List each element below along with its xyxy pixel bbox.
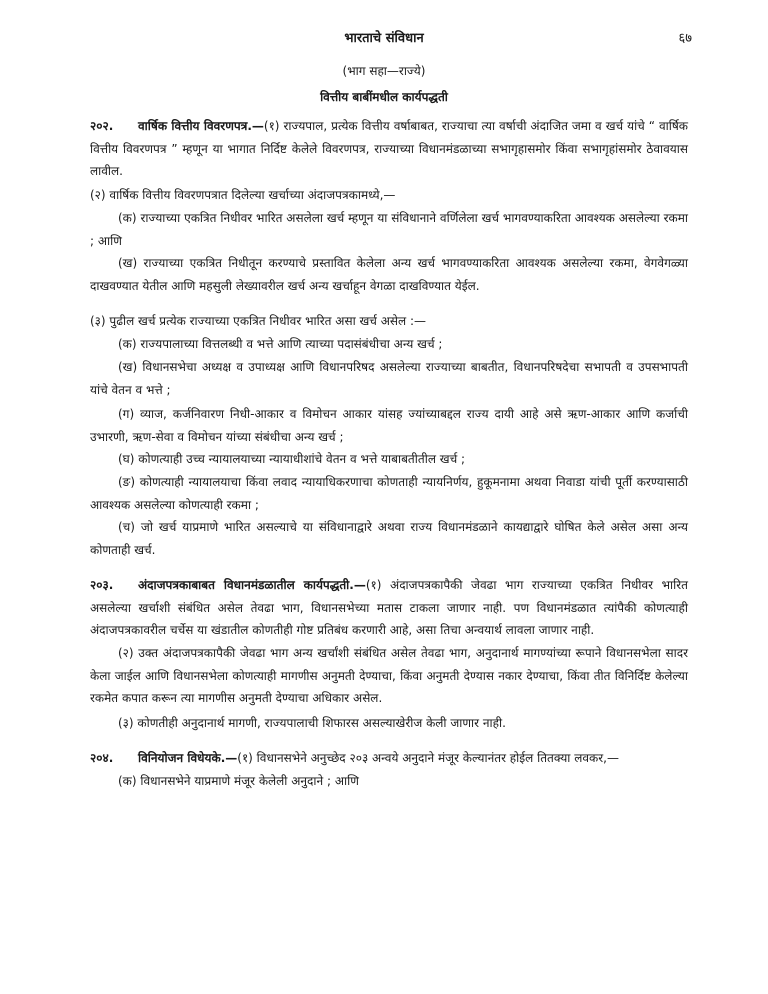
article-number: २०३. (90, 578, 114, 592)
article-heading: अंदाजपत्रकाबाबत विधानमंडळातील कार्यपद्धती.— (138, 578, 366, 592)
article-202-para-3-nga: (ङ) कोणत्याही न्यायालयाचा किंवा लवाद न्यायाधिकरणाचा कोणताही न्यायनिर्णय, हुकूमनामा अथवा निवाडा यांची पूर्ती करण्यासाठी आवश्यक असलेल्या कोणत्याही रकमा ; (90, 475, 688, 512)
part-label: (भाग सहा—राज्ये) (342, 64, 426, 78)
article-202-para-3-gha: (घ) कोणत्याही उच्च न्यायालयाच्या न्यायाधीशांचे वेतन व भत्ते याबाबतीतील खर्च ; (118, 452, 466, 466)
article-text: (१) अंदाजपत्रकापैकी जेवढा भाग राज्याच्या एकत्रित निधीवर भारित असलेल्या खर्चाशी संबंधित असेल तेवढा भाग, विधानसभेच्या मतास टाकला जाणार नाही. पण विधानमंडळात त्यांपैकी कोणत्याही अंदाजपत्रकावरील चर्चेस या खंडातील कोणतीही गोष्ट प्रतिबंध करणारी आहे, असा तिचा अन्वयार्थ लावला जाणार नाही. (90, 578, 689, 637)
article-202-para-2-kha: (ख) राज्याच्या एकत्रित निधीतून करण्याचे प्रस्तावित केलेला अन्य खर्च भागवण्याकरिता आवश्यक असलेल्या रकमा, वेगवेगळ्या दाखवण्यात येतील आणि महसुली लेख्यावरील खर्च अन्य खर्चाहून वेगळा दाखविण्यात येईल. (90, 256, 688, 293)
article-heading: विनियोजन विधेयके.— (138, 751, 238, 765)
article-203-para-1 (90, 574, 688, 642)
article-204-para-1 (90, 747, 688, 770)
article-202-para-3-ga: (ग) व्याज, कर्जनिवारण निधी-आकार व विमोचन आकार यांसह ज्यांच्याबद्दल राज्य दायी आहे असे ऋण-आकार आणि कर्जाची उभारणी, ऋण-सेवा व विमोचन यांच्या संबंधीचा अन्य खर्च ; (90, 407, 688, 444)
article-202-para-3-cha: (च) जो खर्च याप्रमाणे भारित असल्याचे या संविधानाद्वारे अथवा राज्य विधानमंडळाने कायद्याद्वारे घोषित केले असेल असा अन्य कोणताही खर्च. (90, 520, 688, 557)
article-202-para-2-intro: (२) वार्षिक वित्तीय विवरणपत्रात दिलेल्या खर्चाच्या अंदाजपत्रकामध्ये,— (90, 188, 396, 202)
article-202-para-1 (90, 115, 688, 183)
article-text: (१) राज्यपाल, प्रत्येक वित्तीय वर्षाबाबत, राज्याचा त्या वर्षाची अंदाजित जमा व खर्च यांचे “ वार्षिक वित्तीय विवरणपत्र ” म्हणून या भागात निर्दिष्ट केलेले विवरणपत्र, राज्याच्या विधानमंडळाच्या सभागृहासमोर किंवा सभागृहांसमोर ठेवावयास लावील. (90, 119, 688, 178)
article-202-para-3-kha: (ख) विधानसभेचा अध्यक्ष व उपाध्यक्ष आणि विधानपरिषद असलेल्या राज्याच्या बाबतीत, विधानपरिषदेचा सभापती व उपसभापती यांचे वेतन व भत्ते ; (90, 360, 688, 397)
article-text: (१) विधानसभेने अनुच्छेद २०३ अन्वये अनुदाने मंजूर केल्यानंतर होईल तितक्या लवकर,— (237, 751, 619, 765)
article-number: २०२. (90, 119, 114, 133)
article-203-para-2: (२) उक्त अंदाजपत्रकापैकी जेवढा भाग अन्य खर्चांशी संबंधित असेल तेवढा भाग, अनुदानार्थ मागण्यांच्या रूपाने विधानसभेला सादर केला जाईल आणि विधानसभेला कोणत्याही मागणीस अनुमती देण्याचा, किंवा अनुमती देण्यास नकार देण्याचा, किंवा तीत विनिर्दिष्ट केलेल्या रकमेत कपात करून त्या मागणीस अनुमती देण्याचा अधिकार असेल. (90, 646, 688, 705)
article-204-para-1-ka: (क) विधानसभेने याप्रमाणे मंजूर केलेली अनुदाने ; आणि (118, 774, 359, 788)
article-202-para-2-ka: (क) राज्याच्या एकत्रित निधीवर भारित असलेला खर्च म्हणून या संविधानाने वर्णिलेला खर्च भागवण्याकरिता आवश्यक असलेल्या रकमा ; आणि (90, 211, 688, 248)
article-number: २०४. (90, 751, 114, 765)
article-202-para-3-intro: (३) पुढील खर्च प्रत्येक राज्याच्या एकत्रित निधीवर भारित असा खर्च असेल :— (90, 314, 427, 328)
article-203-para-3: (३) कोणतीही अनुदानार्थ मागणी, राज्यपालाची शिफारस असल्याखेरीज केली जाणार नाही. (118, 716, 506, 730)
running-header-title: भारताचे संविधान (344, 31, 424, 46)
chapter-title: वित्तीय बाबींमधील कार्यपद्धती (320, 90, 448, 104)
page-number: ६७ (678, 31, 692, 46)
article-heading: वार्षिक वित्तीय विवरणपत्र.— (138, 119, 264, 133)
article-202-para-3-ka: (क) राज्यपालाच्या वित्तलब्धी व भत्ते आणि त्याच्या पदासंबंधीचा अन्य खर्च ; (118, 337, 443, 351)
